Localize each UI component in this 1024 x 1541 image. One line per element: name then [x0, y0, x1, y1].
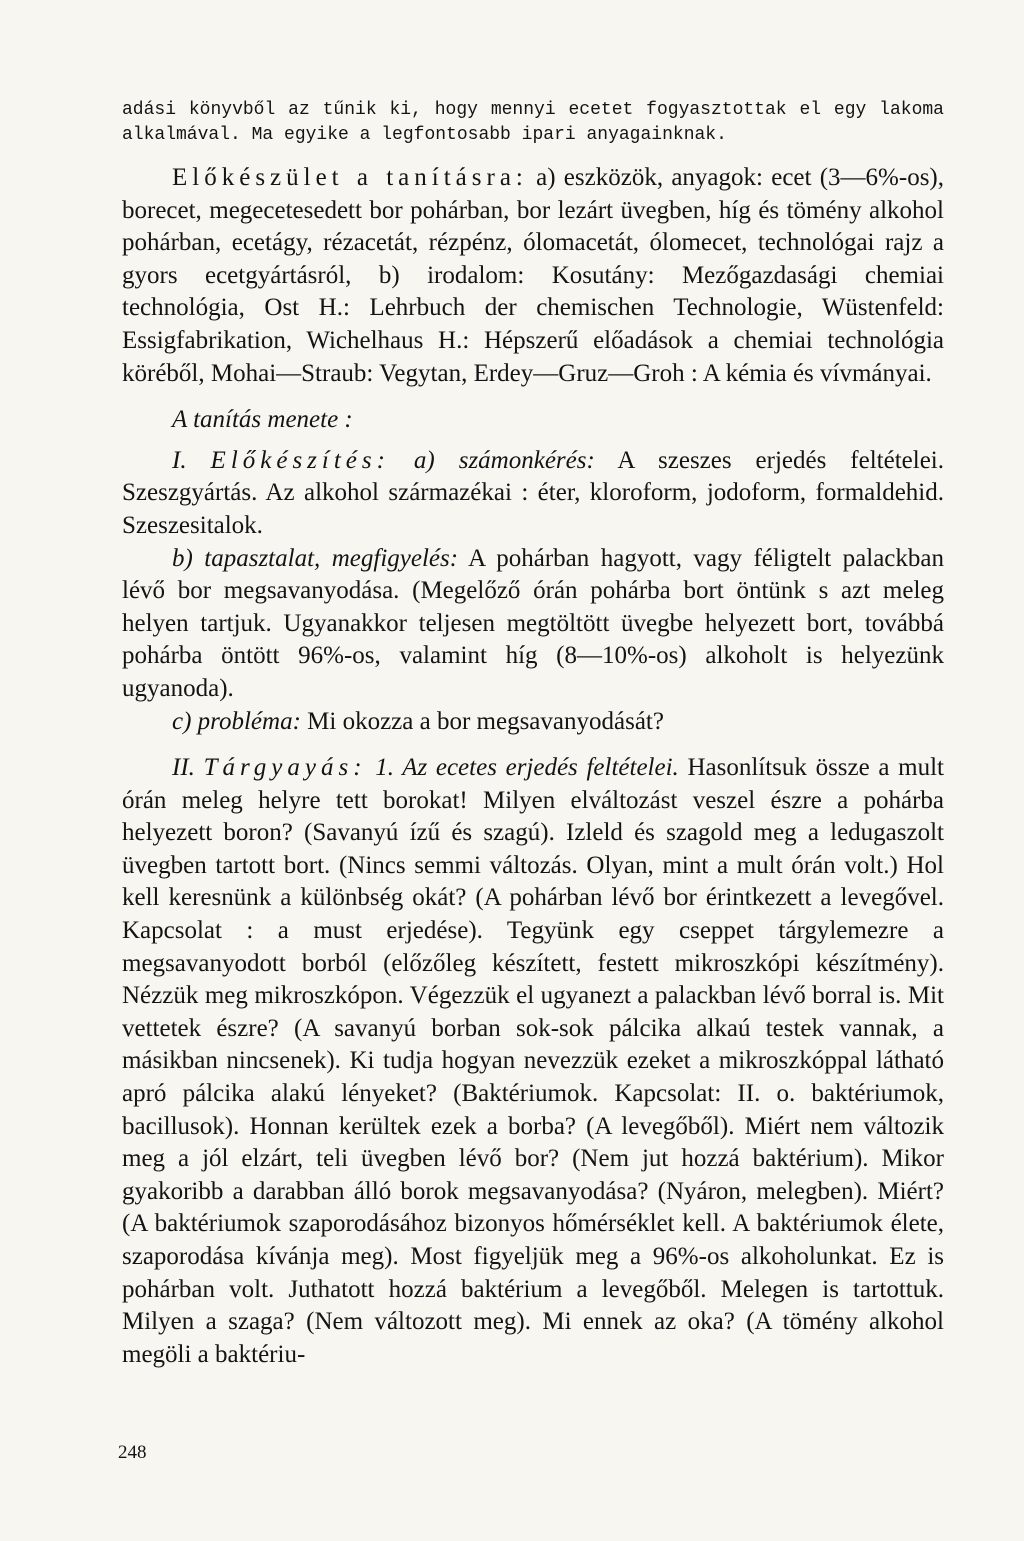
continuation-paragraph: adási könyvből az tűnik ki, hogy mennyi ecetet fogyasztottak el egy lakoma alkalmával. Ma egyike a legfontosabb ipari anyagainknak. [122, 100, 944, 145]
section-1c-text: Mi okozza a bor megsavanyodását? [300, 707, 664, 735]
page-number: 248 [118, 1442, 147, 1463]
lesson-heading: A tanítás menete : [172, 406, 353, 434]
section-1-number: I. [172, 446, 187, 474]
preparation-label: Előkészület a tanításra: [172, 164, 528, 191]
section-2-number: II. [172, 754, 195, 782]
section-2-text: Hasonlítsuk össze a mult órán meleg helyre tett borokat! Milyen elváltozást veszel észre a pohárba helyezett boron? (Savanyú ízű és szagú). Izleld és szagold meg a ledugaszolt üvegben tartott bort. (Nincs semmi változás. Olyan, mint a mult órán volt.) Hol kell keresnünk a különbség okát? (A pohárban lévő bor érintkezett a levegővel. Kapcsolat : a must erjedése). Tegyünk egy cseppet tárgylemezre a megsavanyodott borból (előzőleg készített, festett mikroszkópi készítmény). Nézzük meg mikroszkópon. Végezzük el ugyanezt a palackban lévő borral is. Mit vettetek észre? (A savanyú borban sok-sok pálcika alkaú testek vannak, a másikban nincsenek). Ki tudja hogyan nevezzük ezeket a mikroszkóppal látható apró pálcika alakú lényeket? (Baktériumok. Kapcsolat: II. o. baktériumok, bacillusok). Honnan kerültek ezek a borba? (A levegőből). Miért nem változik meg a jól elzárt, teli üvegben lévő bor? (Nem jut hozzá baktérium). Mikor gyakoribb a darabban álló borok megsavanyodása? (Nyáron, melegben). Miért? (A baktériumok szaporodásához bizonyos hőmérséklet kell. A baktériumok élete, szaporodása kívánja meg). Most figyeljük meg a 96%-os alkoholunkat. Ez is pohárban volt. Juthatott hozzá baktérium a levegőből. Melegen is tartottuk. Milyen a szaga? (Nem változott meg). Mi ennek az oka? (A tömény alkohol megöli a baktériu- [122, 754, 945, 1368]
section-2-sublabel: 1. Az ecetes erjedés feltételei. [366, 754, 679, 782]
section-1c-label: c) probléma: [172, 707, 301, 735]
section-1b-paragraph [122, 543, 944, 706]
section-1b-text: A pohárban hagyott, vagy féligtelt palackban lévő bor megsavanyodása. (Megelőző órán pohárba bort öntünk s azt meleg helyen tartjuk. Ugyanakkor teljesen megtöltött üvegbe helyezett bort, továbbá pohárba öntött 96%-os, valamint híg (8—10%-os) alkoholt is helyezünk ugyanoda). [122, 544, 944, 702]
preparation-paragraph [122, 162, 944, 390]
preparation-text: a) eszközök, anyagok: ecet (3—6%-os), borecet, megecetesedett bor pohárban, bor lezárt üvegben, híg és tömény alkohol pohárban, ecetágy, rézacetát, rézpénz, ólomacetát, ólomecet, technológai rajz a gyors ecetgyártásról, b) irodalom: Kosutány: Mezőgazdasági chemiai technológia, Ost H.: Lehrbuch der chemischen Technologie, Wüstenfeld: Essigfabrikation, Wichelhaus H.: Hépszerű előadások a chemiai technológia köréből, Mohai—Straub: Vegytan, Erdey—Gruz—Groh : A kémia és vívmányai. [122, 164, 944, 387]
section-2-label: Tárgyayás: [203, 754, 367, 782]
section-1a-label: a) számonkérés: [389, 446, 595, 474]
page-body [122, 98, 944, 1371]
section-1c-paragraph [122, 706, 944, 739]
section-1a-text: A szeszes erjedés feltételei. Szeszgyártás. Az alkohol származékai : éter, kloroform, jodoform, formaldehid. Szeszesitalok. [122, 446, 944, 539]
section-1-paragraph [122, 445, 944, 543]
section-2-paragraph [122, 752, 944, 1371]
section-1b-label: b) tapasztalat, megfigyelés: [172, 544, 459, 572]
section-1-label: Előkészítés: [210, 446, 390, 474]
